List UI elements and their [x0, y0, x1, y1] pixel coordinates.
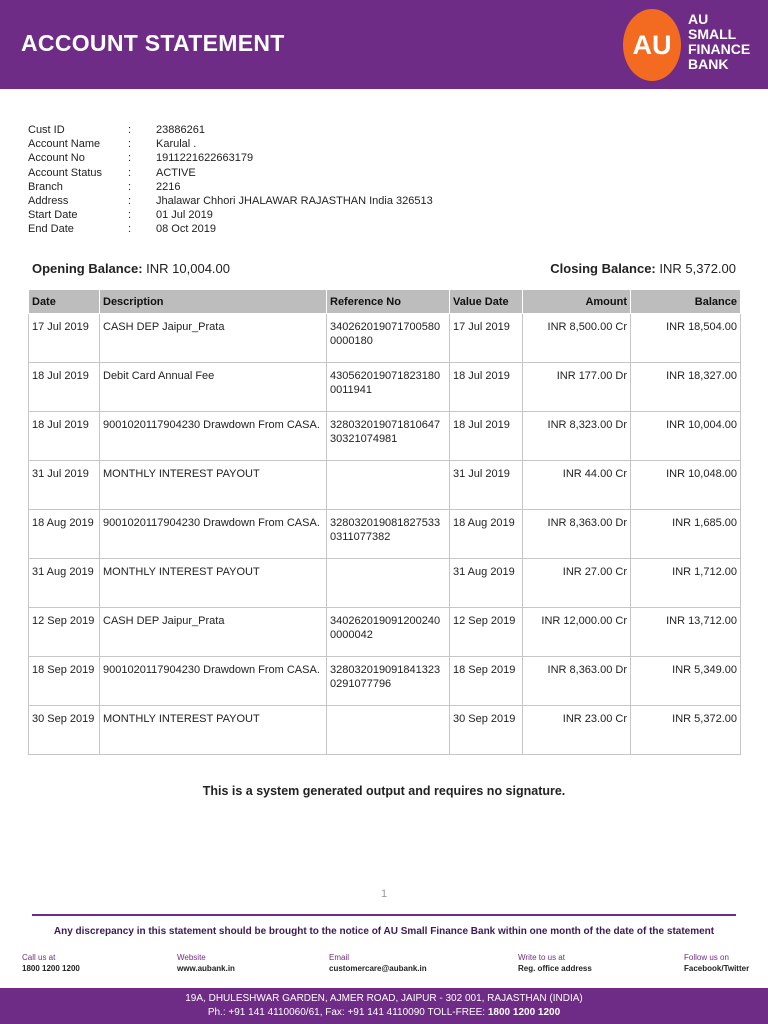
detail-value: 01 Jul 2019: [156, 209, 213, 222]
detail-row-account-no: [28, 151, 433, 165]
cell-balance: INR 10,004.00: [631, 412, 741, 461]
cell-balance: INR 1,685.00: [631, 510, 741, 559]
opening-balance: [32, 261, 230, 276]
contact-social: [684, 952, 749, 974]
column-header-amount: Amount: [523, 290, 631, 314]
logo-line: BANK: [688, 56, 729, 72]
customer-details: [28, 123, 433, 237]
discrepancy-notice: Any discrepancy in this statement should be brought to the notice of AU Small Finance Bank within one month of the date of the statement: [53, 926, 715, 937]
detail-value: 23886261: [156, 124, 205, 136]
contact-call: [22, 952, 80, 974]
cell-value-date: 31 Jul 2019: [450, 461, 523, 510]
cell-value-date: 17 Jul 2019: [450, 314, 523, 363]
cell-amount: INR 8,363.00 Dr: [523, 657, 631, 706]
transactions-table: [28, 289, 741, 755]
page-title: ACCOUNT STATEMENT: [21, 30, 285, 56]
system-generated-note: This is a system generated output and requires no signature.: [202, 784, 566, 798]
phone-fax: Ph.: +91 141 4110060/61, Fax: +91 141 4110090 TOLL-FREE:: [207, 1007, 486, 1018]
detail-colon: :: [128, 152, 132, 165]
cell-balance: INR 10,048.00: [631, 461, 741, 510]
cell-date: 31 Aug 2019: [29, 559, 100, 608]
contact-label: Email: [329, 953, 350, 962]
detail-row-start-date: [28, 208, 433, 222]
closing-balance-label: Closing Balance:: [550, 261, 656, 276]
toll-free-number: 1800 1200 1200: [487, 1007, 561, 1018]
cell-reference: 32803201907181064730321074981: [327, 412, 450, 461]
cell-value-date: 31 Aug 2019: [450, 559, 523, 608]
contact-email: [329, 952, 427, 974]
office-address-link[interactable]: Reg. office address: [518, 964, 592, 973]
social-link[interactable]: Facebook/Twitter: [684, 964, 750, 973]
detail-label: Cust ID: [28, 124, 65, 136]
detail-value: 2216: [156, 180, 181, 193]
table-row: [29, 314, 741, 363]
cell-description: CASH DEP Jaipur_Prata: [100, 608, 327, 657]
closing-balance: [550, 261, 736, 276]
bank-logo: [623, 9, 681, 81]
contact-label: Website: [177, 953, 206, 962]
cell-description: 9001020117904230 Drawdown From CASA.: [100, 657, 327, 706]
footer-address-bar: [0, 988, 768, 1024]
cell-reference: 3402620190717005800000180: [327, 314, 450, 363]
logo-line: SMALL: [688, 26, 737, 42]
detail-value: 08 Oct 2019: [156, 223, 216, 236]
cell-reference: 3402620190912002400000042: [327, 608, 450, 657]
cell-value-date: 30 Sep 2019: [450, 706, 523, 755]
column-header-balance: Balance: [631, 290, 741, 314]
detail-colon: :: [128, 138, 132, 151]
cell-date: 18 Sep 2019: [29, 657, 100, 706]
cell-date: 30 Sep 2019: [29, 706, 100, 755]
table-row: [29, 608, 741, 657]
contact-website: [177, 952, 235, 974]
cell-description: MONTHLY INTEREST PAYOUT: [100, 706, 327, 755]
column-header-date: Date: [29, 290, 100, 314]
detail-row-address: [28, 194, 433, 208]
contact-write: [518, 952, 592, 974]
detail-label: Address: [28, 195, 69, 208]
cell-balance: INR 18,327.00: [631, 363, 741, 412]
balance-summary: [32, 261, 736, 276]
cell-description: Debit Card Annual Fee: [100, 363, 327, 412]
website-link[interactable]: www.aubank.in: [177, 964, 235, 973]
cell-amount: INR 8,323.00 Dr: [523, 412, 631, 461]
detail-row-cust-id: [28, 123, 433, 137]
cell-amount: INR 23.00 Cr: [523, 706, 631, 755]
cell-reference: [327, 706, 450, 755]
table-row: [29, 363, 741, 412]
detail-label: Account No: [28, 152, 85, 165]
cell-balance: INR 1,712.00: [631, 559, 741, 608]
detail-row-account-name: [28, 137, 433, 151]
closing-balance-value: INR 5,372.00: [659, 261, 736, 276]
cell-value-date: 18 Aug 2019: [450, 510, 523, 559]
cell-amount: INR 44.00 Cr: [523, 461, 631, 510]
table-row: [29, 559, 741, 608]
cell-value-date: 18 Jul 2019: [450, 363, 523, 412]
opening-balance-label: Opening Balance:: [32, 261, 143, 276]
table-row: [29, 657, 741, 706]
cell-balance: INR 18,504.00: [631, 314, 741, 363]
email-link[interactable]: customercare@aubank.in: [329, 964, 427, 973]
logo-line: AU: [688, 11, 709, 27]
detail-label: Account Name: [28, 138, 101, 151]
bank-logo-wordmark: [688, 12, 750, 72]
table-row: [29, 706, 741, 755]
detail-colon: :: [128, 180, 132, 193]
detail-colon: :: [128, 209, 132, 222]
detail-label: Account Status: [28, 166, 102, 179]
detail-label: Branch: [28, 180, 63, 193]
opening-balance-value: INR 10,004.00: [146, 261, 230, 276]
cell-description: MONTHLY INTEREST PAYOUT: [100, 461, 327, 510]
cell-date: 31 Jul 2019: [29, 461, 100, 510]
detail-colon: :: [128, 166, 132, 179]
contact-phone[interactable]: 1800 1200 1200: [22, 964, 80, 973]
column-header-description: Description: [100, 290, 327, 314]
cell-amount: INR 177.00 Dr: [523, 363, 631, 412]
statement-header: [0, 0, 768, 89]
cell-date: 18 Jul 2019: [29, 412, 100, 461]
contact-label: Follow us on: [684, 953, 729, 962]
cell-description: 9001020117904230 Drawdown From CASA.: [100, 412, 327, 461]
cell-balance: INR 5,349.00: [631, 657, 741, 706]
cell-balance: INR 13,712.00: [631, 608, 741, 657]
bank-phone-line: [0, 1006, 768, 1020]
detail-colon: :: [128, 124, 132, 136]
column-header-reference: Reference No: [327, 290, 450, 314]
footer-contacts: [0, 952, 768, 976]
cell-reference: 3280320190818275330311077382: [327, 510, 450, 559]
cell-reference: 3280320190918413230291077796: [327, 657, 450, 706]
cell-date: 17 Jul 2019: [29, 314, 100, 363]
cell-date: 18 Jul 2019: [29, 363, 100, 412]
table-header-row: [29, 290, 741, 314]
cell-description: MONTHLY INTEREST PAYOUT: [100, 559, 327, 608]
cell-amount: INR 27.00 Cr: [523, 559, 631, 608]
detail-row-account-status: [28, 166, 433, 180]
detail-value: Karulal .: [156, 138, 197, 151]
cell-amount: INR 8,363.00 Dr: [523, 510, 631, 559]
cell-date: 12 Sep 2019: [29, 608, 100, 657]
logo-line: FINANCE: [688, 41, 751, 57]
detail-row-end-date: [28, 222, 433, 236]
table-row: [29, 461, 741, 510]
detail-value: ACTIVE: [156, 166, 196, 179]
footer-divider: [32, 914, 736, 916]
cell-reference: [327, 559, 450, 608]
cell-amount: INR 8,500.00 Cr: [523, 314, 631, 363]
bank-address: 19A, DHULESHWAR GARDEN, AJMER ROAD, JAIPUR - 302 001, RAJASTHAN (INDIA): [185, 993, 583, 1004]
cell-balance: INR 5,372.00: [631, 706, 741, 755]
detail-value: 1911221622663179: [156, 152, 254, 165]
cell-date: 18 Aug 2019: [29, 510, 100, 559]
cell-reference: [327, 461, 450, 510]
table-row: [29, 412, 741, 461]
detail-colon: :: [128, 195, 132, 208]
cell-reference: 4305620190718231800011941: [327, 363, 450, 412]
contact-label: Call us at: [22, 953, 56, 962]
detail-colon: :: [128, 223, 132, 236]
cell-value-date: 18 Jul 2019: [450, 412, 523, 461]
logo-mark: AU: [632, 29, 672, 60]
detail-row-branch: [28, 180, 433, 194]
table-row: [29, 510, 741, 559]
detail-label: End Date: [28, 223, 74, 236]
cell-description: CASH DEP Jaipur_Prata: [100, 314, 327, 363]
cell-value-date: 12 Sep 2019: [450, 608, 523, 657]
detail-value: Jhalawar Chhori JHALAWAR RAJASTHAN India 326513: [156, 195, 433, 208]
cell-description: 9001020117904230 Drawdown From CASA.: [100, 510, 327, 559]
cell-value-date: 18 Sep 2019: [450, 657, 523, 706]
cell-amount: INR 12,000.00 Cr: [523, 608, 631, 657]
contact-label: Write to us at: [518, 953, 565, 962]
detail-label: Start Date: [28, 209, 78, 222]
page-number: 1: [380, 888, 388, 900]
column-header-value-date: Value Date: [450, 290, 523, 314]
